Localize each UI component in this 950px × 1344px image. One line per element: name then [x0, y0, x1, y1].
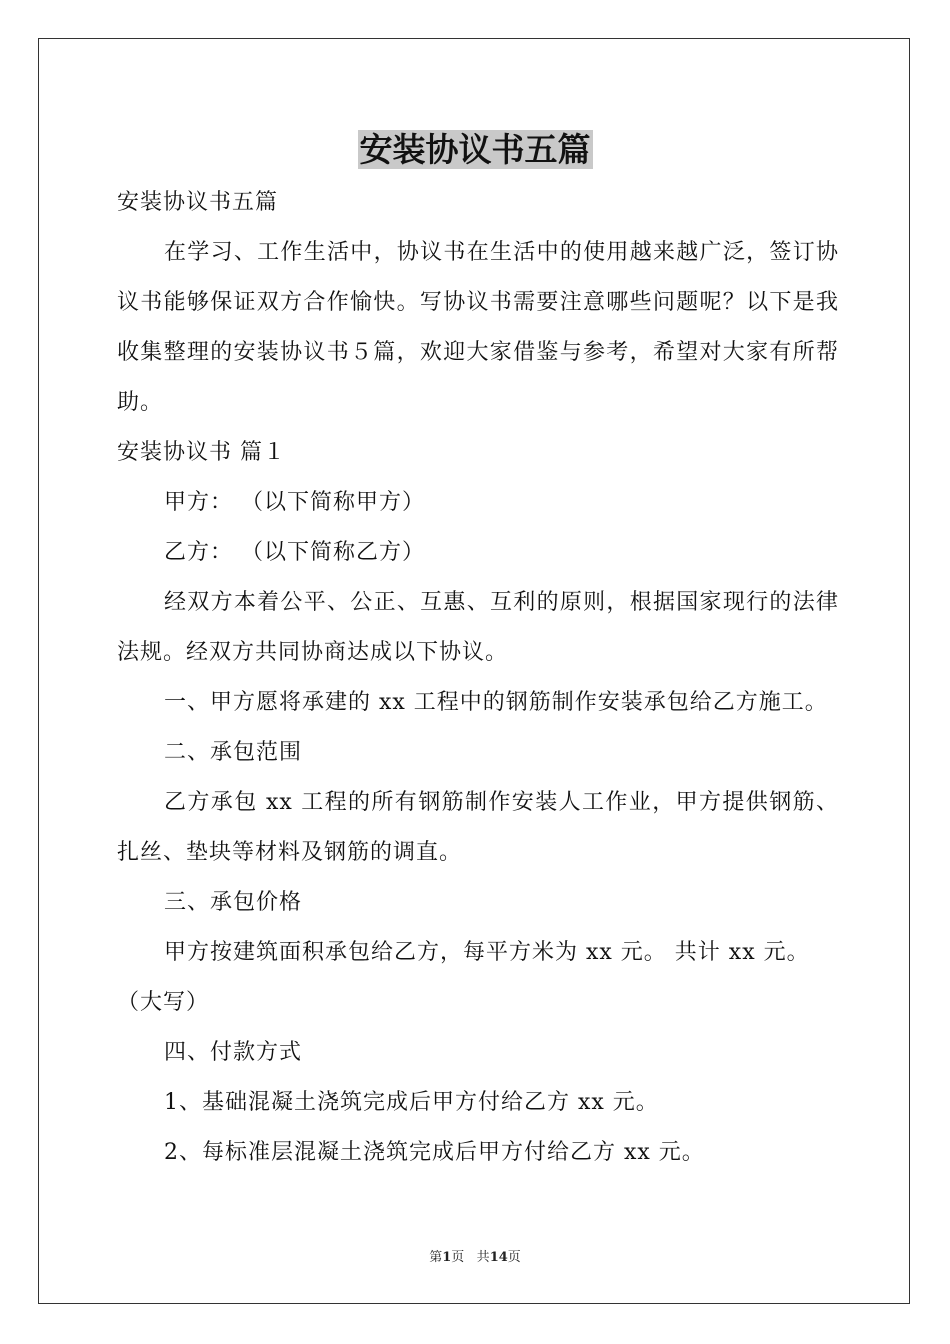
total-prefix: 共	[476, 1250, 490, 1265]
clause-3-note: （大写）	[117, 990, 210, 1015]
payment-item-1: 1、基础混凝土浇筑完成后甲方付给乙方 xx 元。	[164, 1090, 659, 1115]
page-suffix: 页	[451, 1250, 465, 1265]
total-pages: 14	[489, 1250, 508, 1265]
clause-1: 一、甲方愿将承建的 xx 工程中的钢筋制作安装承包给乙方施工。	[164, 690, 828, 715]
document-title-text: 安装协议书五篇	[359, 130, 591, 169]
document-title	[0, 128, 950, 172]
page-number: 1	[442, 1250, 452, 1265]
intro-paragraph: 在学习、工作生活中，协议书在生活中的使用越来越广泛，签订协议书能够保证双方合作愉快。写协议书需要注意哪些问题呢？以下是我收集整理的安装协议书５篇，欢迎大家借鉴与参考，希望对大家有所帮助。	[117, 240, 839, 415]
agreement-preamble: 经双方本着公平、公正、互惠、互利的原则，根据国家现行的法律法规。经双方共同协商达成以下协议。	[117, 590, 839, 665]
clause-2-body: 乙方承包 xx 工程的所有钢筋制作安装人工作业，甲方提供钢筋、扎丝、垫块等材料及钢筋的调直。	[117, 790, 839, 865]
party-b-line: 乙方： （以下简称乙方）	[164, 540, 425, 565]
payment-item-2: 2、每标准层混凝土浇筑完成后甲方付给乙方 xx 元。	[164, 1140, 705, 1165]
page-footer	[0, 1246, 950, 1265]
section-heading: 安装协议书 篇１	[117, 440, 286, 465]
clause-4-heading: 四、付款方式	[164, 1040, 303, 1065]
clause-2-heading: 二、承包范围	[164, 740, 303, 765]
document-body	[117, 178, 839, 1178]
document-subtitle: 安装协议书五篇	[117, 190, 279, 215]
party-a-line: 甲方： （以下简称甲方）	[164, 490, 425, 515]
total-suffix: 页	[507, 1250, 521, 1265]
page-prefix: 第	[429, 1250, 443, 1265]
clause-3-heading: 三、承包价格	[164, 890, 303, 915]
clause-3-body: 甲方按建筑面积承包给乙方，每平方米为 xx 元。 共计 xx 元。	[164, 940, 810, 965]
